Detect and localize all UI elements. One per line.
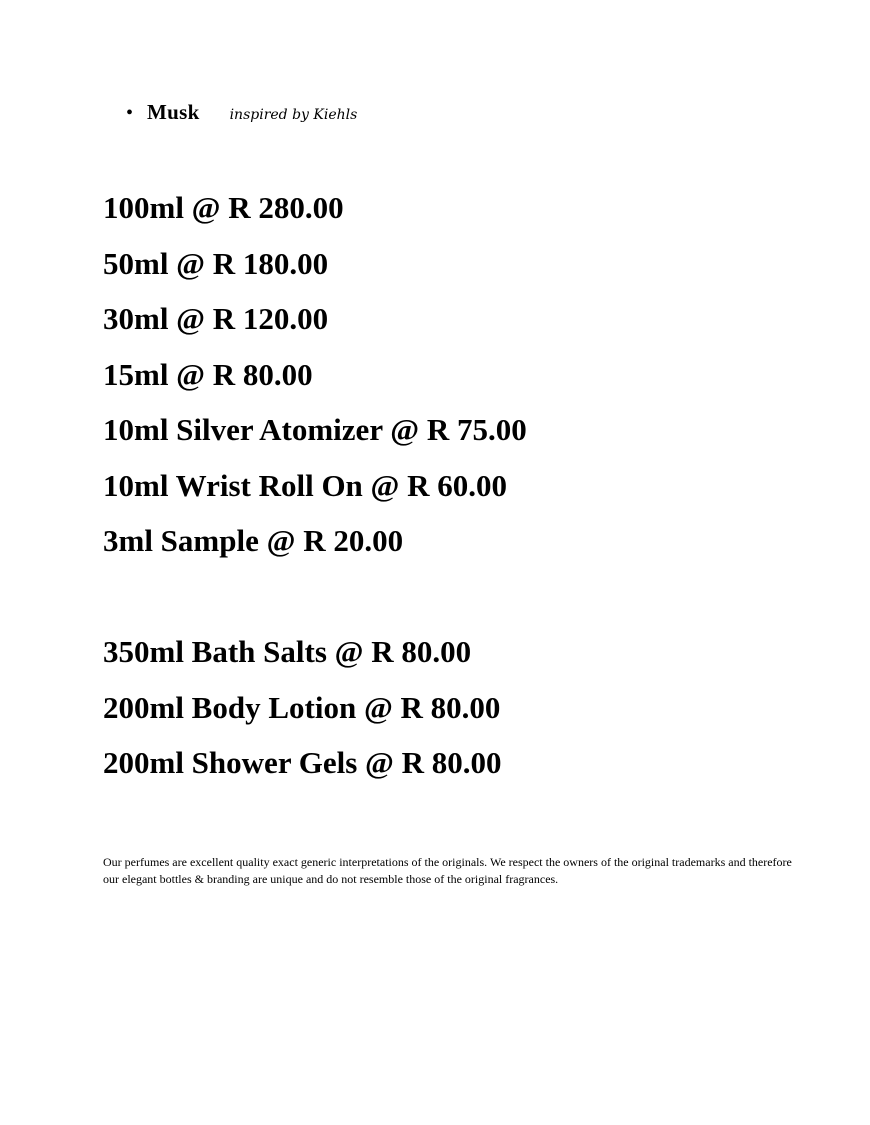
price-item: 100ml @ R 280.00 — [103, 190, 344, 225]
inspired-by-label: inspired by Kiehls — [229, 107, 358, 123]
bullet-icon: • — [126, 102, 134, 124]
price-item: 200ml Shower Gels @ R 80.00 — [103, 745, 502, 780]
price-item: 200ml Body Lotion @ R 80.00 — [103, 689, 501, 725]
product-name: Musk — [147, 100, 200, 124]
disclaimer-text: Our perfumes are excellent quality exact generic interpretations of the originals. We respect the owners of the original trademarks and therefore our elegant bottles & branding are unique and do not resemble those of the original fragrances. — [103, 855, 792, 886]
price-item: 10ml Wrist Roll On @ R 60.00 — [103, 467, 508, 503]
product-heading — [126, 100, 357, 125]
price-item: 10ml Silver Atomizer @ R 75.00 — [103, 412, 527, 447]
price-item: 3ml Sample @ R 20.00 — [103, 523, 404, 558]
price-item: 30ml @ R 120.00 — [103, 301, 329, 336]
price-item: 350ml Bath Salts @ R 80.00 — [103, 634, 472, 669]
body-product-price-list — [103, 630, 502, 797]
perfume-size-price-list — [103, 186, 527, 575]
price-item: 15ml @ R 80.00 — [103, 356, 313, 392]
price-item: 50ml @ R 180.00 — [103, 245, 329, 281]
